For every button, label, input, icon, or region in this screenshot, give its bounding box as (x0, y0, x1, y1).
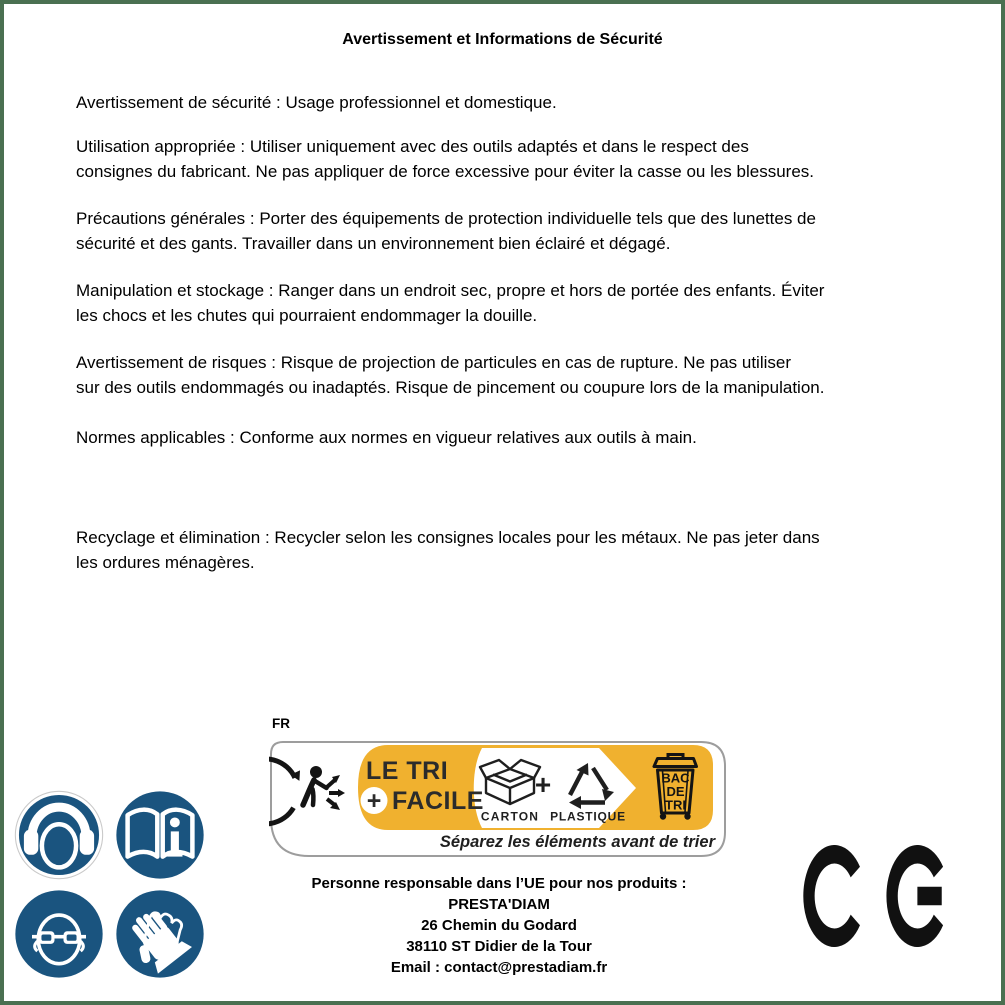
eye-protection-icon (14, 889, 104, 979)
responsible-intro: Personne responsable dans l’UE pour nos produits : (311, 875, 687, 892)
address-street: 26 Chemin du Godard (421, 917, 577, 934)
paragraph-line: les chocs et les chutes qui pourraient endommager la douille. (76, 306, 538, 325)
paragraph-line: Avertissement de sécurité : Usage professionnel et domestique. (76, 93, 557, 112)
fr-region-tag: FR (272, 716, 290, 731)
bac-line3: TRI (665, 797, 686, 813)
safety-paragraph (76, 350, 961, 400)
protective-gloves-icon (115, 889, 205, 979)
paragraph-line: sur des outils endommagés ou inadaptés. Risque de pincement ou coupure lors de la manipulation. (76, 378, 825, 397)
mandatory-safety-icons (14, 790, 206, 979)
read-manual-icon (115, 790, 205, 880)
paragraph-line: Manipulation et stockage : Ranger dans un endroit sec, propre et hors de portée des enfants. Éviter (76, 281, 825, 300)
safety-paragraph (76, 525, 961, 575)
materials-plus-sign: + (534, 769, 552, 800)
safety-paragraph (76, 278, 961, 328)
company-name: PRESTA'DIAM (448, 896, 550, 913)
eu-responsible-block (258, 873, 740, 978)
paragraph-line: sécurité et des gants. Travailler dans un environnement bien éclairé et dégagé. (76, 234, 671, 253)
plus-sign: + (366, 787, 382, 815)
facile-text: FACILE (392, 787, 484, 815)
tri-tagline: Séparez les éléments avant de trier (439, 833, 715, 851)
paragraph-line: Recyclage et élimination : Recycler selon les consignes locales pour les métaux. Ne pas jeter dans (76, 528, 820, 547)
safety-paragraph (76, 90, 961, 115)
address-city: 38110 ST Didier de la Tour (406, 938, 592, 955)
paragraph-line: les ordures ménagères. (76, 553, 255, 572)
carton-label: CARTON (480, 809, 540, 824)
plastique-label: PLASTIQUE (550, 809, 626, 824)
le-tri-text: LE TRI (366, 757, 449, 785)
page-title: Avertissement et Informations de Sécurité (342, 31, 663, 48)
paragraph-line: Normes applicables : Conforme aux normes en vigueur relatives aux outils à main. (76, 428, 697, 447)
bac-line1: BAC (661, 770, 690, 786)
paragraph-line: Utilisation appropriée : Utiliser uniquement avec des outils adaptés et dans le respect des (76, 137, 749, 156)
paragraph-line: Avertissement de risques : Risque de projection de particules en cas de rupture. Ne pas utiliser (76, 353, 792, 372)
paragraph-line: consignes du fabricant. Ne pas appliquer de force excessive pour éviter la casse ou les blessures. (76, 162, 815, 181)
safety-paragraph (76, 425, 961, 450)
safety-paragraph (76, 206, 961, 256)
ear-protection-icon (14, 790, 104, 880)
paragraph-line: Précautions générales : Porter des équipements de protection individuelle tels que des lunettes de (76, 209, 816, 228)
tri-facile-label (269, 740, 727, 858)
contact-email: Email : contact@prestadiam.fr (390, 959, 608, 976)
safety-paragraph (76, 134, 961, 184)
bac-line2: DE (666, 784, 685, 799)
ce-marking-icon (803, 845, 944, 947)
